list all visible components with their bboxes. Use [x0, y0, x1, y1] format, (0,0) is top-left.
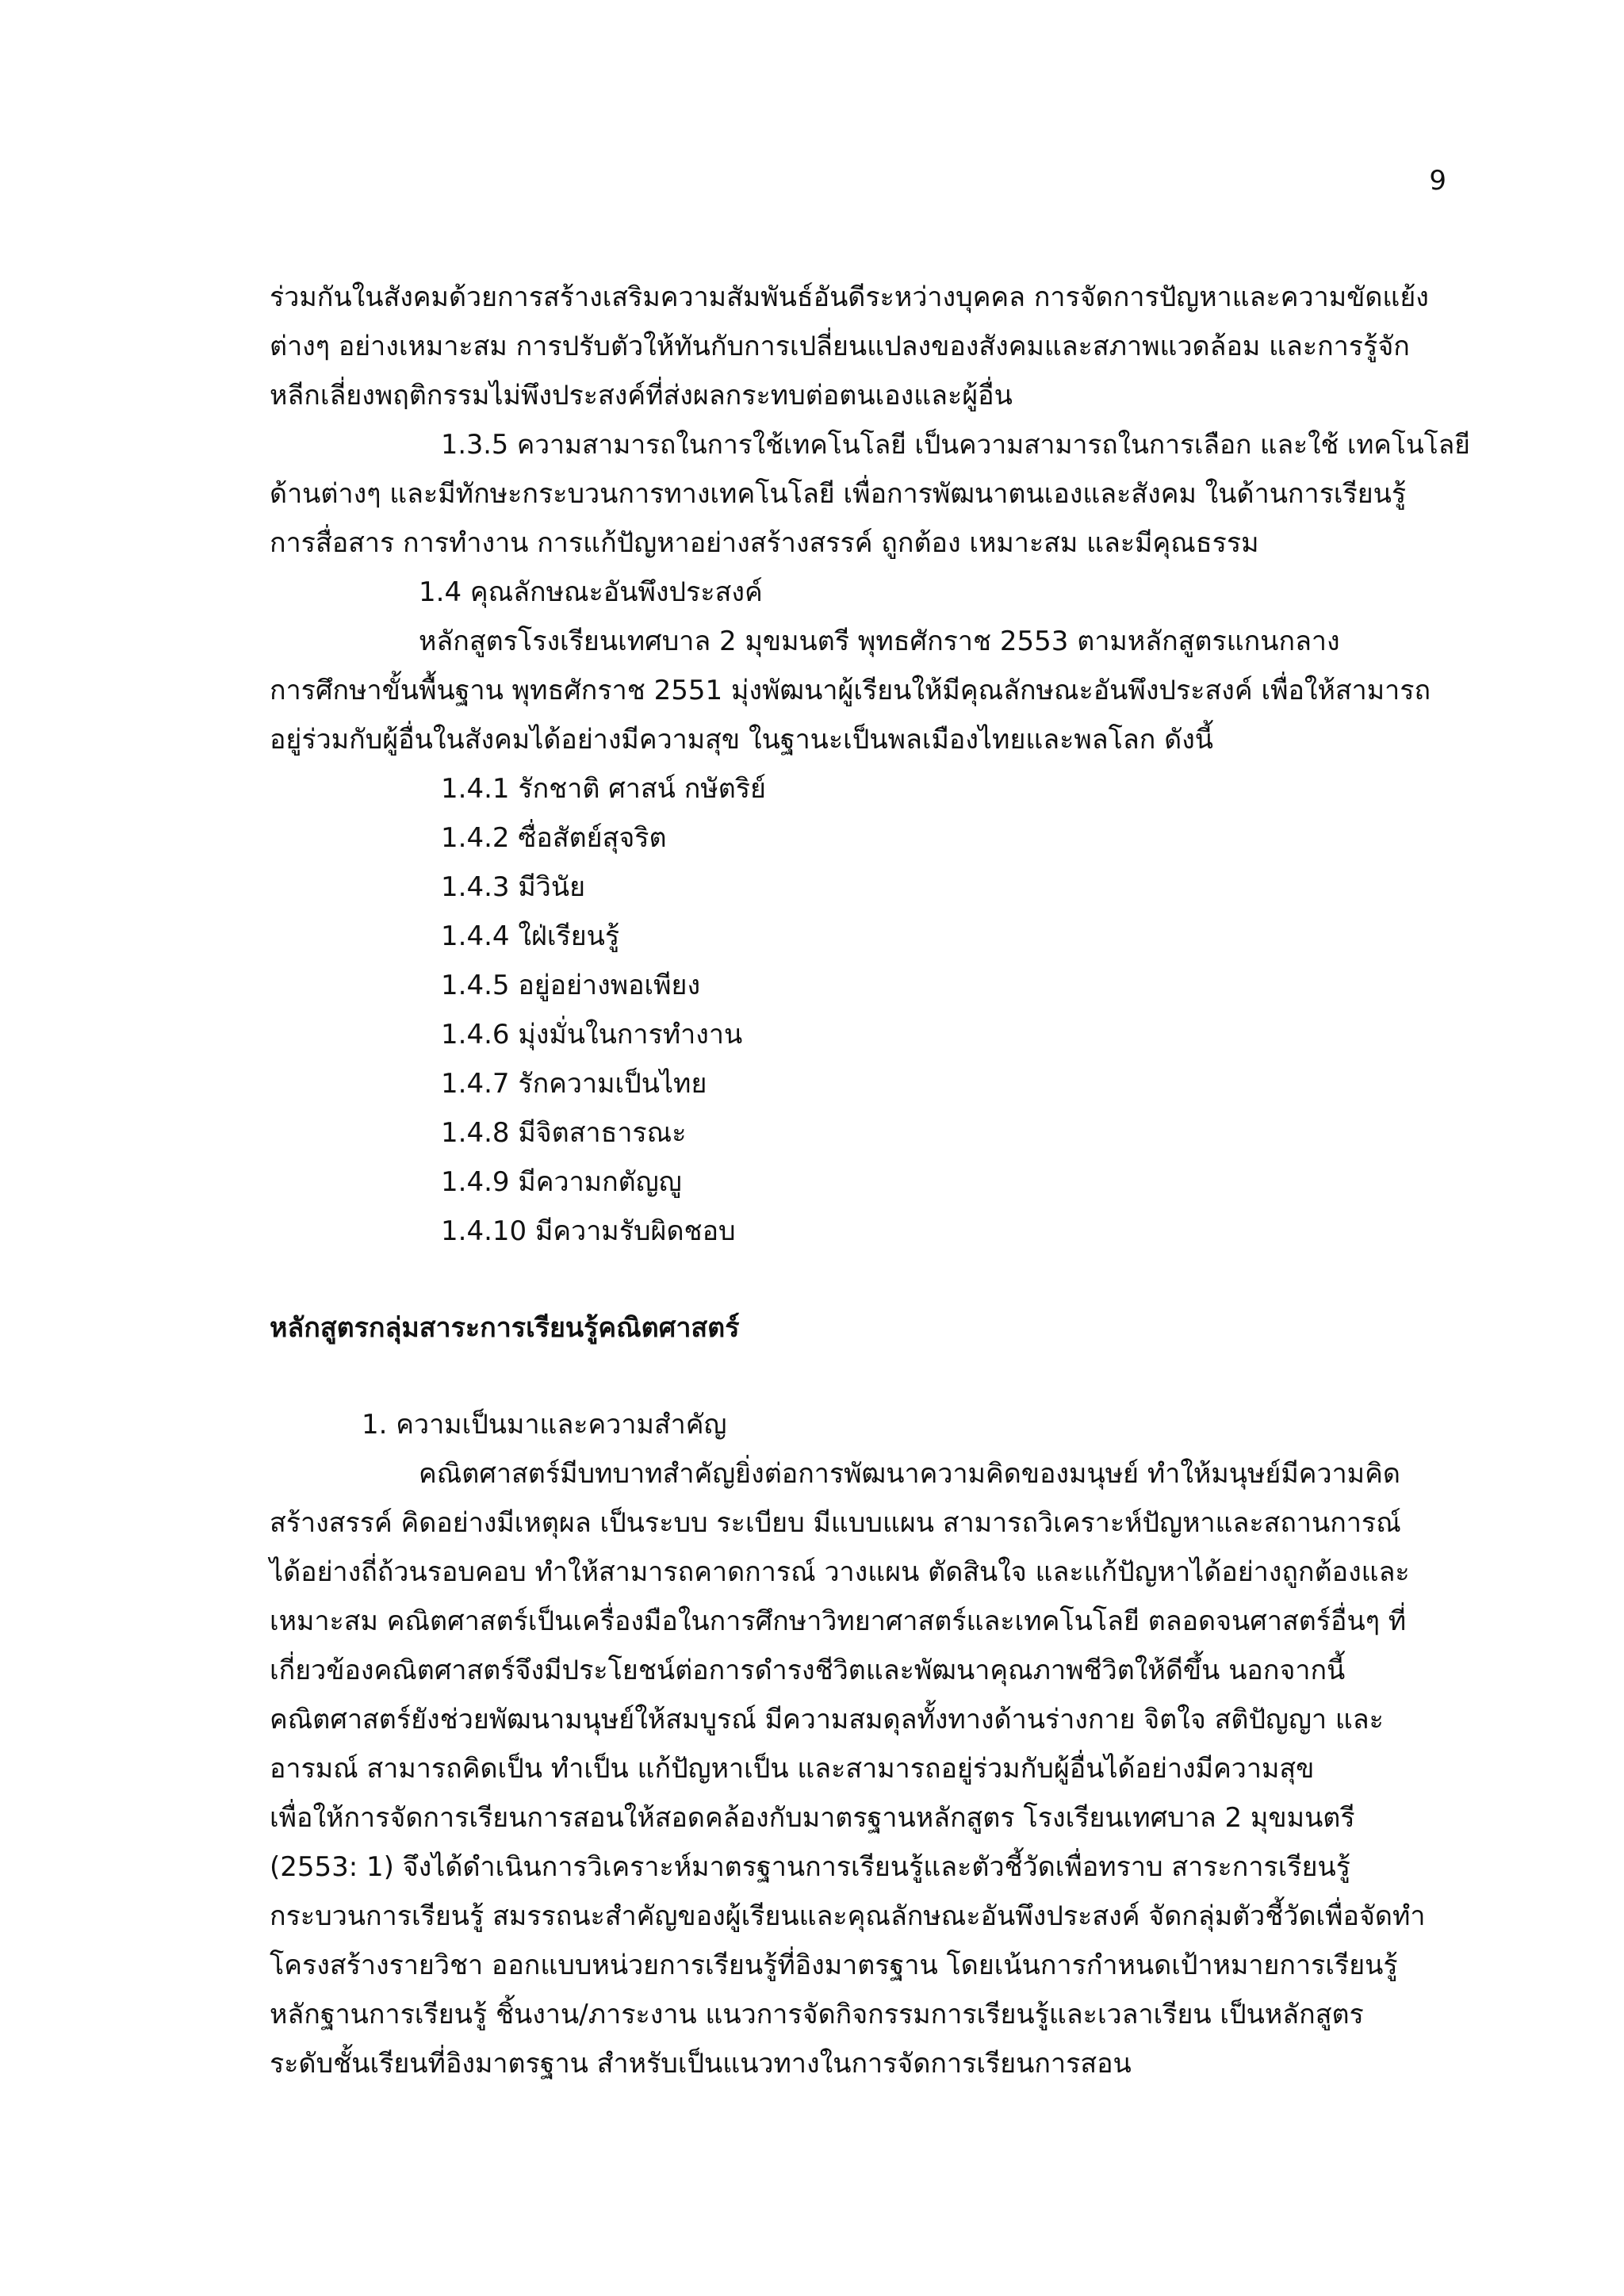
paragraph-line: การศึกษาขั้นพื้นฐาน พุทธศักราช 2551 มุ่งพัฒนาผู้เรียนให้มีคุณลักษณะอันพึงประสงค์ เพื่อให้สามารถ — [270, 675, 1431, 706]
paragraph-line: การสื่อสาร การทำงาน การแก้ปัญหาอย่างสร้างสรรค์ ถูกต้อง เหมาะสม และมีคุณธรรม — [270, 527, 1259, 559]
paragraph-line: ระดับชั้นเรียนที่อิงมาตรฐาน สำหรับเป็นแนวทางในการจัดการเรียนการสอน — [270, 2048, 1132, 2080]
subsection-heading: 1. ความเป็นมาและความสำคัญ — [362, 1409, 727, 1441]
paragraph-line: ร่วมกันในสังคมด้วยการสร้างเสริมความสัมพันธ์อันดีระหว่างบุคคล การจัดการปัญหาและความขัดแย้ง — [270, 281, 1429, 313]
list-item: 1.4.2 ซื่อสัตย์สุจริต — [441, 822, 667, 854]
paragraph-line: เพื่อให้การจัดการเรียนการสอนให้สอดคล้องกับมาตรฐานหลักสูตร โรงเรียนเทศบาล 2 มุขมนตรี — [270, 1802, 1355, 1834]
paragraph-line: กระบวนการเรียนรู้ สมรรถนะสำคัญของผู้เรียนและคุณลักษณะอันพึงประสงค์ จัดกลุ่มตัวชี้วัดเพื่อจัดทำ — [270, 1900, 1426, 1932]
list-item: 1.4.9 มีความกตัญญู — [441, 1166, 682, 1198]
list-item: 1.4.1 รักชาติ ศาสน์ กษัตริย์ — [441, 773, 766, 805]
paragraph-line: เกี่ยวข้องคณิตศาสตร์จึงมีประโยชน์ต่อการดำรงชีวิตและพัฒนาคุณภาพชีวิตให้ดีขึ้น นอกจากนี้ — [270, 1655, 1346, 1686]
paragraph-line: หลักฐานการเรียนรู้ ชิ้นงาน/ภาระงาน แนวการจัดกิจกรรมการเรียนรู้และเวลาเรียน เป็นหลักสูตร — [270, 1999, 1364, 2030]
paragraph-line: คณิตศาสตร์ยังช่วยพัฒนามนุษย์ให้สมบูรณ์ มีความสมดุลทั้งทางด้านร่างกาย จิตใจ สติปัญญา และ — [270, 1704, 1384, 1735]
paragraph-line: ต่างๆ อย่างเหมาะสม การปรับตัวให้ทันกับการเปลี่ยนแปลงของสังคมและสภาพแวดล้อม และการรู้จัก — [270, 331, 1410, 362]
list-item: 1.4.10 มีความรับผิดชอบ — [441, 1215, 736, 1247]
list-item: 1.4.4 ใฝ่เรียนรู้ — [441, 920, 620, 952]
list-item: 1.4.7 รักความเป็นไทย — [441, 1068, 707, 1100]
subsection-heading: 1.4 คุณลักษณะอันพึงประสงค์ — [419, 576, 763, 608]
paragraph-line: (2553: 1) จึงได้ดำเนินการวิเคราะห์มาตรฐานการเรียนรู้และตัวชี้วัดเพื่อทราบ สาระการเรียนรู้ — [270, 1851, 1351, 1883]
paragraph-line: ได้อย่างถี่ถ้วนรอบคอบ ทำให้สามารถคาดการณ์ วางแผน ตัดสินใจ และแก้ปัญหาได้อย่างถูกต้องและ — [270, 1556, 1410, 1588]
list-item: 1.4.5 อยู่อย่างพอเพียง — [441, 970, 701, 1001]
paragraph-line: คณิตศาสตร์มีบทบาทสำคัญยิ่งต่อการพัฒนาความคิดของมนุษย์ ทำให้มนุษย์มีความคิด — [419, 1458, 1400, 1490]
list-item: 1.4.3 มีวินัย — [441, 871, 585, 903]
paragraph-line: หลักสูตรโรงเรียนเทศบาล 2 มุขมนตรี พุทธศักราช 2553 ตามหลักสูตรแกนกลาง — [419, 626, 1340, 657]
paragraph-line: อารมณ์ สามารถคิดเป็น ทำเป็น แก้ปัญหาเป็น และสามารถอยู่ร่วมกับผู้อื่นได้อย่างมีความสุข — [270, 1753, 1315, 1785]
list-item: 1.4.6 มุ่งมั่นในการทำงาน — [441, 1019, 743, 1050]
paragraph-line: สร้างสรรค์ คิดอย่างมีเหตุผล เป็นระบบ ระเบียบ มีแบบแผน สามารถวิเคราะห์ปัญหาและสถานการณ์ — [270, 1507, 1401, 1539]
paragraph-line: โครงสร้างรายวิชา ออกแบบหน่วยการเรียนรู้ที่อิงมาตรฐาน โดยเน้นการกำหนดเป้าหมายการเรียนรู้ — [270, 1950, 1398, 1981]
section-heading: หลักสูตรกลุ่มสาระการเรียนรู้คณิตศาสตร์ — [270, 1312, 740, 1344]
paragraph-line: เหมาะสม คณิตศาสตร์เป็นเครื่องมือในการศึกษาวิทยาศาสตร์และเทคโนโลยี ตลอดจนศาสตร์อื่นๆ ที่ — [270, 1605, 1407, 1637]
list-item: 1.4.8 มีจิตสาธารณะ — [441, 1117, 687, 1149]
paragraph-line: หลีกเลี่ยงพฤติกรรมไม่พึงประสงค์ที่ส่งผลกระทบต่อตนเองและผู้อื่น — [270, 380, 1013, 411]
paragraph-line: ด้านต่างๆ และมีทักษะกระบวนการทางเทคโนโลยี เพื่อการพัฒนาตนเองและสังคม ในด้านการเรียนรู้ — [270, 478, 1407, 510]
paragraph-line: 1.3.5 ความสามารถในการใช้เทคโนโลยี เป็นความสามารถในการเลือก และใช้ เทคโนโลยี — [441, 429, 1470, 460]
paragraph-line: อยู่ร่วมกับผู้อื่นในสังคมได้อย่างมีความสุข ในฐานะเป็นพลเมืองไทยและพลโลก ดังนี้ — [270, 724, 1214, 756]
page-number: 9 — [1429, 165, 1446, 197]
